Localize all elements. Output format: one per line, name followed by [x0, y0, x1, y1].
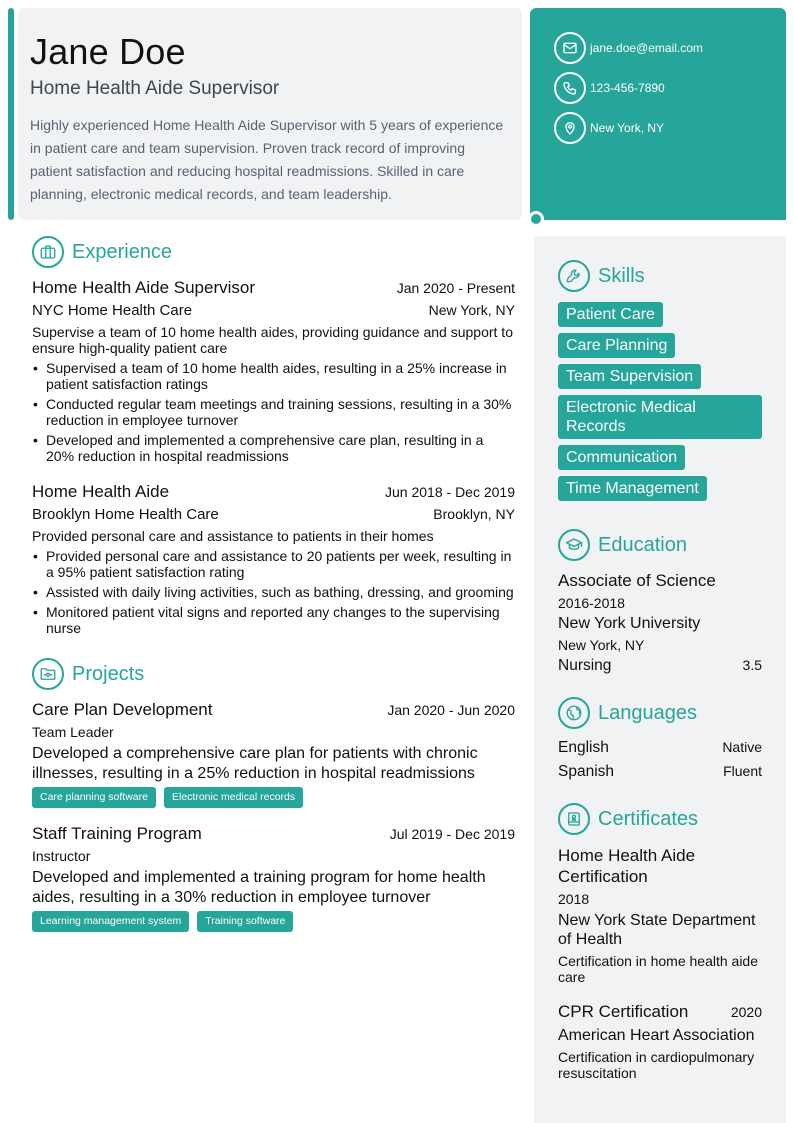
- project-tag: Training software: [197, 911, 293, 932]
- education-location: New York, NY: [558, 637, 645, 653]
- job-bullet: • Supervised a team of 10 home health aides, resulting in a 25% increase in patient satisfaction ratings: [32, 360, 515, 392]
- skills-section: [558, 260, 762, 507]
- experience-entry: [32, 482, 515, 636]
- graduation-cap-icon: [558, 529, 590, 561]
- contact-panel: [530, 8, 786, 220]
- projects-heading: [32, 658, 515, 690]
- project-name: Care Plan Development: [32, 700, 213, 719]
- job-bullet: • Assisted with daily living activities, such as bathing, dressing, and grooming: [32, 584, 515, 600]
- education-field: Nursing: [558, 657, 612, 674]
- candidate-name: Jane Doe: [30, 31, 186, 72]
- project-tags: [32, 911, 515, 932]
- envelope-icon: [554, 32, 586, 64]
- job-bullet: • Monitored patient vital signs and reported any changes to the supervising nurse: [32, 604, 515, 636]
- language-row: [558, 763, 762, 781]
- project-description: Developed a comprehensive care plan for patients with chronic illnesses, resulting in a 25% reduction in hospital readmissions: [32, 745, 478, 782]
- experience-entry: [32, 278, 515, 464]
- phone-text[interactable]: 123-456-7890: [590, 81, 665, 95]
- job-summary: Provided personal care and assistance to patients in their homes: [32, 528, 434, 544]
- project-role: Instructor: [32, 848, 91, 864]
- skill-tag: Patient Care: [558, 302, 663, 327]
- languages-heading: [558, 697, 762, 729]
- header-accent-bar: [8, 8, 14, 220]
- job-bullet: • Provided personal care and assistance to 20 patients per week, resulting in a 95% patient satisfaction rating: [32, 548, 515, 580]
- languages-section: [558, 697, 762, 781]
- contact-phone[interactable]: [554, 72, 786, 104]
- sidebar: [534, 236, 786, 1123]
- language-name: Spanish: [558, 763, 615, 780]
- location-text: New York, NY: [590, 121, 665, 135]
- certificate-name: CPR Certification: [558, 1002, 689, 1021]
- briefcase-icon: [32, 236, 64, 268]
- skills-list: [558, 302, 762, 507]
- certificate-year: 2018: [558, 891, 590, 907]
- projects-title: Projects: [72, 662, 145, 685]
- skill-tag: Communication: [558, 445, 685, 470]
- education-school: New York University: [558, 615, 701, 632]
- job-title: Home Health Aide: [32, 482, 170, 501]
- skill-tag: Time Management: [558, 476, 707, 501]
- education-heading: [558, 529, 762, 561]
- map-pin-icon: [554, 112, 586, 144]
- language-row: [558, 739, 762, 757]
- certificate-description: Certification in home health aide care: [558, 953, 759, 985]
- certificate-book-icon: [558, 803, 590, 835]
- wrench-icon: [558, 260, 590, 292]
- candidate-headline: Home Health Aide Supervisor: [30, 77, 280, 99]
- phone-icon: [554, 72, 586, 104]
- main-column: [32, 236, 515, 950]
- job-company: Brooklyn Home Health Care: [32, 506, 219, 523]
- job-location: Brooklyn, NY: [433, 506, 515, 522]
- globe-icon: [558, 697, 590, 729]
- skill-tag: Team Supervision: [558, 364, 701, 389]
- job-title: Home Health Aide Supervisor: [32, 278, 256, 297]
- project-entry: [32, 700, 515, 808]
- skills-title: Skills: [598, 264, 645, 287]
- job-summary: Supervise a team of 10 home health aides, providing guidance and support to ensure high-quality patient care: [32, 324, 513, 356]
- project-name: Staff Training Program: [32, 824, 202, 843]
- education-title: Education: [598, 533, 687, 556]
- experience-title: Experience: [72, 240, 173, 263]
- project-entry: [32, 824, 515, 932]
- project-dates: Jul 2019 - Dec 2019: [389, 826, 515, 842]
- education-years: 2016-2018: [558, 595, 625, 611]
- project-tag: Learning management system: [32, 911, 189, 932]
- certificate-issuer: New York State Department of Health: [558, 912, 756, 948]
- project-description: Developed and implemented a training program for home health aides, resulting in a 30% reduction in employee turnover: [32, 869, 486, 906]
- education-degree: Associate of Science: [558, 571, 716, 590]
- certificate-year: 2020: [730, 1004, 762, 1020]
- skill-tag: Care Planning: [558, 333, 675, 358]
- project-tag: Care planning software: [32, 787, 156, 808]
- project-tag: Electronic medical records: [164, 787, 303, 808]
- skill-tag: Electronic Medical Records: [558, 395, 762, 439]
- job-bullets: [32, 360, 515, 464]
- skills-heading: [558, 260, 762, 292]
- languages-title: Languages: [598, 701, 697, 724]
- certificate-description: Certification in cardiopulmonary resuscitation: [558, 1049, 755, 1081]
- job-company: NYC Home Health Care: [32, 302, 193, 319]
- job-bullet: • Conducted regular team meetings and training sessions, resulting in a 30% reduction in employee turnover: [32, 396, 515, 428]
- certificates-section: [558, 803, 762, 1081]
- certificate-issuer: American Heart Association: [558, 1027, 755, 1044]
- language-level: Native: [722, 739, 762, 755]
- job-location: New York, NY: [428, 302, 515, 318]
- job-dates: Jan 2020 - Present: [396, 280, 515, 296]
- folder-icon: [32, 658, 64, 690]
- resume-header: [18, 8, 522, 220]
- certificates-heading: [558, 803, 762, 835]
- project-dates: Jan 2020 - Jun 2020: [387, 702, 515, 718]
- certificates-title: Certificates: [598, 807, 699, 830]
- job-bullets: [32, 548, 515, 636]
- job-dates: Jun 2018 - Dec 2019: [385, 484, 515, 500]
- certificate-entry: [558, 845, 762, 985]
- education-section: [558, 529, 762, 675]
- project-tags: [32, 787, 515, 808]
- profile-summary: Highly experienced Home Health Aide Supervisor with 5 years of experience in patient care and team supervision. Proven track record of improving patient satisfaction and reducing hospital readmissions. Skilled in care planning, electronic medical records, and team leadership.: [30, 116, 504, 202]
- contact-email[interactable]: [554, 32, 786, 64]
- education-gpa: 3.5: [742, 657, 762, 673]
- experience-heading: [32, 236, 515, 268]
- decorative-dot: [528, 211, 544, 227]
- certificate-entry: [558, 1001, 762, 1081]
- email-text[interactable]: jane.doe@email.com: [590, 41, 703, 55]
- language-level: Fluent: [723, 763, 762, 779]
- project-role: Team Leader: [32, 724, 114, 740]
- language-name: English: [558, 739, 609, 756]
- contact-location: [554, 112, 786, 144]
- certificate-name: Home Health Aide Certification: [558, 846, 696, 886]
- job-bullet: • Developed and implemented a comprehensive care plan, resulting in a 20% reduction in hospital readmissions: [32, 432, 515, 464]
